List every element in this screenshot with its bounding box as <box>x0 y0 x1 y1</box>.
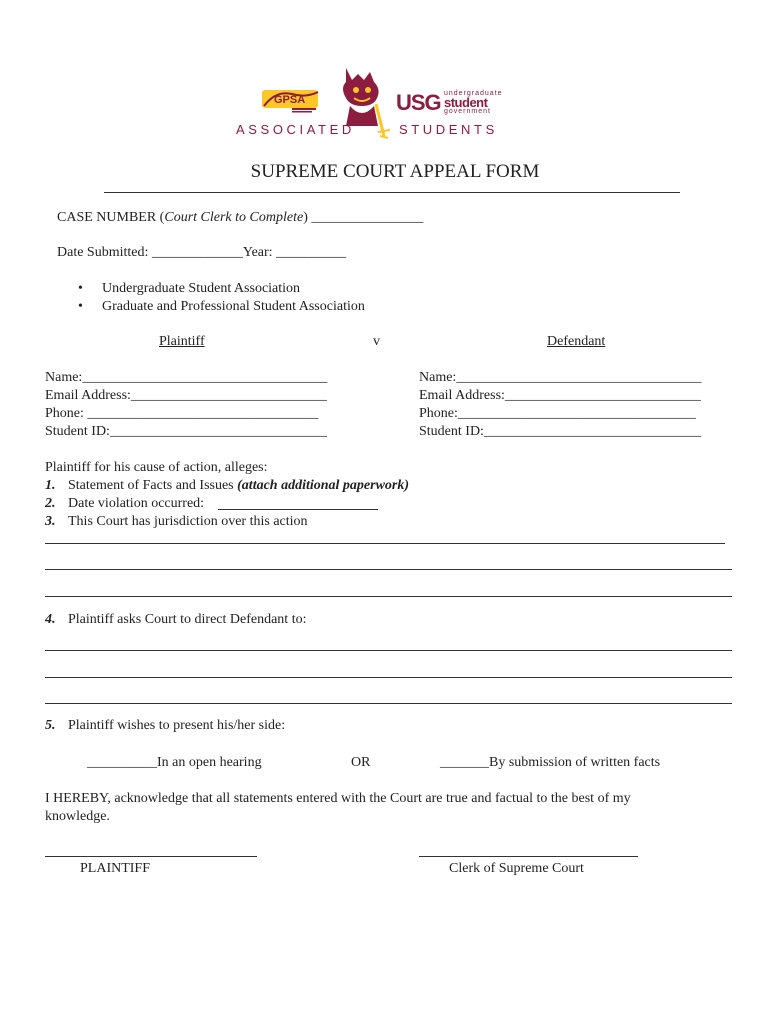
plaintiff-email-field[interactable]: Email Address:____________________________ <box>45 388 327 403</box>
direct-line-2[interactable] <box>45 677 732 678</box>
defendant-name-field[interactable]: Name:___________________________________ <box>419 370 702 385</box>
item-number: 3. <box>45 514 56 529</box>
versus-text: v <box>373 334 380 349</box>
item-2 <box>45 495 205 512</box>
facts-line-2[interactable] <box>45 569 732 570</box>
allegation-intro: Plaintiff for his cause of action, alleges: <box>45 460 268 475</box>
plaintiff-heading: Plaintiff <box>159 334 205 349</box>
usg-logo: USG <box>396 90 441 115</box>
bullet-icon: • <box>78 299 83 314</box>
item-4-text: Plaintiff asks Court to direct Defendant to: <box>68 612 307 627</box>
plaintiff-student-id-field[interactable]: Student ID:_______________________________ <box>45 424 327 439</box>
usg-logo-undergraduate: undergraduate <box>444 90 503 97</box>
clerk-signature-label: Clerk of Supreme Court <box>449 861 584 876</box>
option-or-text: OR <box>351 755 371 770</box>
item-number: 2. <box>45 496 56 511</box>
item-5 <box>45 717 286 734</box>
clerk-signature-line[interactable] <box>419 856 638 857</box>
item-3 <box>45 513 308 530</box>
item-number: 5. <box>45 718 56 733</box>
bullet-icon: • <box>78 281 83 296</box>
association-item-usa <box>78 280 301 297</box>
gpsa-logo-text: GPSA <box>274 94 306 106</box>
facts-line-1[interactable] <box>45 543 725 544</box>
plaintiff-signature-label: PLAINTIFF <box>80 861 151 876</box>
direct-line-1[interactable] <box>45 650 732 651</box>
usg-logo-student: student <box>444 95 488 110</box>
item-number: 4. <box>45 612 56 627</box>
item-number: 1. <box>45 478 56 493</box>
facts-line-3[interactable] <box>45 596 732 597</box>
item-3-text: This Court has jurisdiction over this action <box>68 514 308 529</box>
association-label: Graduate and Professional Student Association <box>102 299 365 314</box>
students-text: STUDENTS <box>399 122 498 137</box>
case-number-line <box>57 209 423 226</box>
title-rule <box>104 192 680 193</box>
option-open-hearing[interactable]: __________In an open hearing <box>87 755 262 770</box>
item-1-note: (attach additional paperwork) <box>237 478 410 493</box>
item-1 <box>45 477 410 494</box>
form-title: SUPREME COURT APPEAL FORM <box>250 161 540 182</box>
case-number-note: Court Clerk to Complete <box>164 210 304 225</box>
plaintiff-phone-field[interactable]: Phone: _________________________________ <box>45 406 319 421</box>
date-submitted-line[interactable]: Date Submitted: _____________Year: __________ <box>57 245 347 260</box>
defendant-email-field[interactable]: Email Address:____________________________ <box>419 388 701 403</box>
case-number-blank[interactable]: ) ________________ <box>303 210 424 225</box>
usg-logo-government: government <box>444 108 491 115</box>
acknowledge-line-1: I HEREBY, acknowledge that all statements entered with the Court are true and factual to the best of my <box>45 791 631 806</box>
association-item-gpsa <box>78 298 365 315</box>
gpsa-logo <box>262 88 320 114</box>
option-written-facts[interactable]: _______By submission of written facts <box>440 755 661 770</box>
associated-text: ASSOCIATED <box>236 122 355 137</box>
acknowledge-line-2: knowledge. <box>45 809 110 824</box>
defendant-phone-field[interactable]: Phone:__________________________________ <box>419 406 696 421</box>
logo-cluster <box>236 64 506 142</box>
plaintiff-name-field[interactable]: Name:___________________________________ <box>45 370 328 385</box>
defendant-student-id-field[interactable]: Student ID:_______________________________ <box>419 424 701 439</box>
defendant-heading: Defendant <box>547 334 606 349</box>
item-2-text: Date violation occurred: <box>68 496 205 511</box>
item-4 <box>45 611 307 628</box>
direct-line-3[interactable] <box>45 703 732 704</box>
item-1-text: Statement of Facts and Issues <box>68 478 238 493</box>
date-violation-blank[interactable] <box>218 509 378 510</box>
item-5-text: Plaintiff wishes to present his/her side: <box>68 718 286 733</box>
case-number-label: CASE NUMBER ( <box>57 210 165 225</box>
plaintiff-signature-line[interactable] <box>45 856 257 857</box>
association-label: Undergraduate Student Association <box>102 281 301 296</box>
